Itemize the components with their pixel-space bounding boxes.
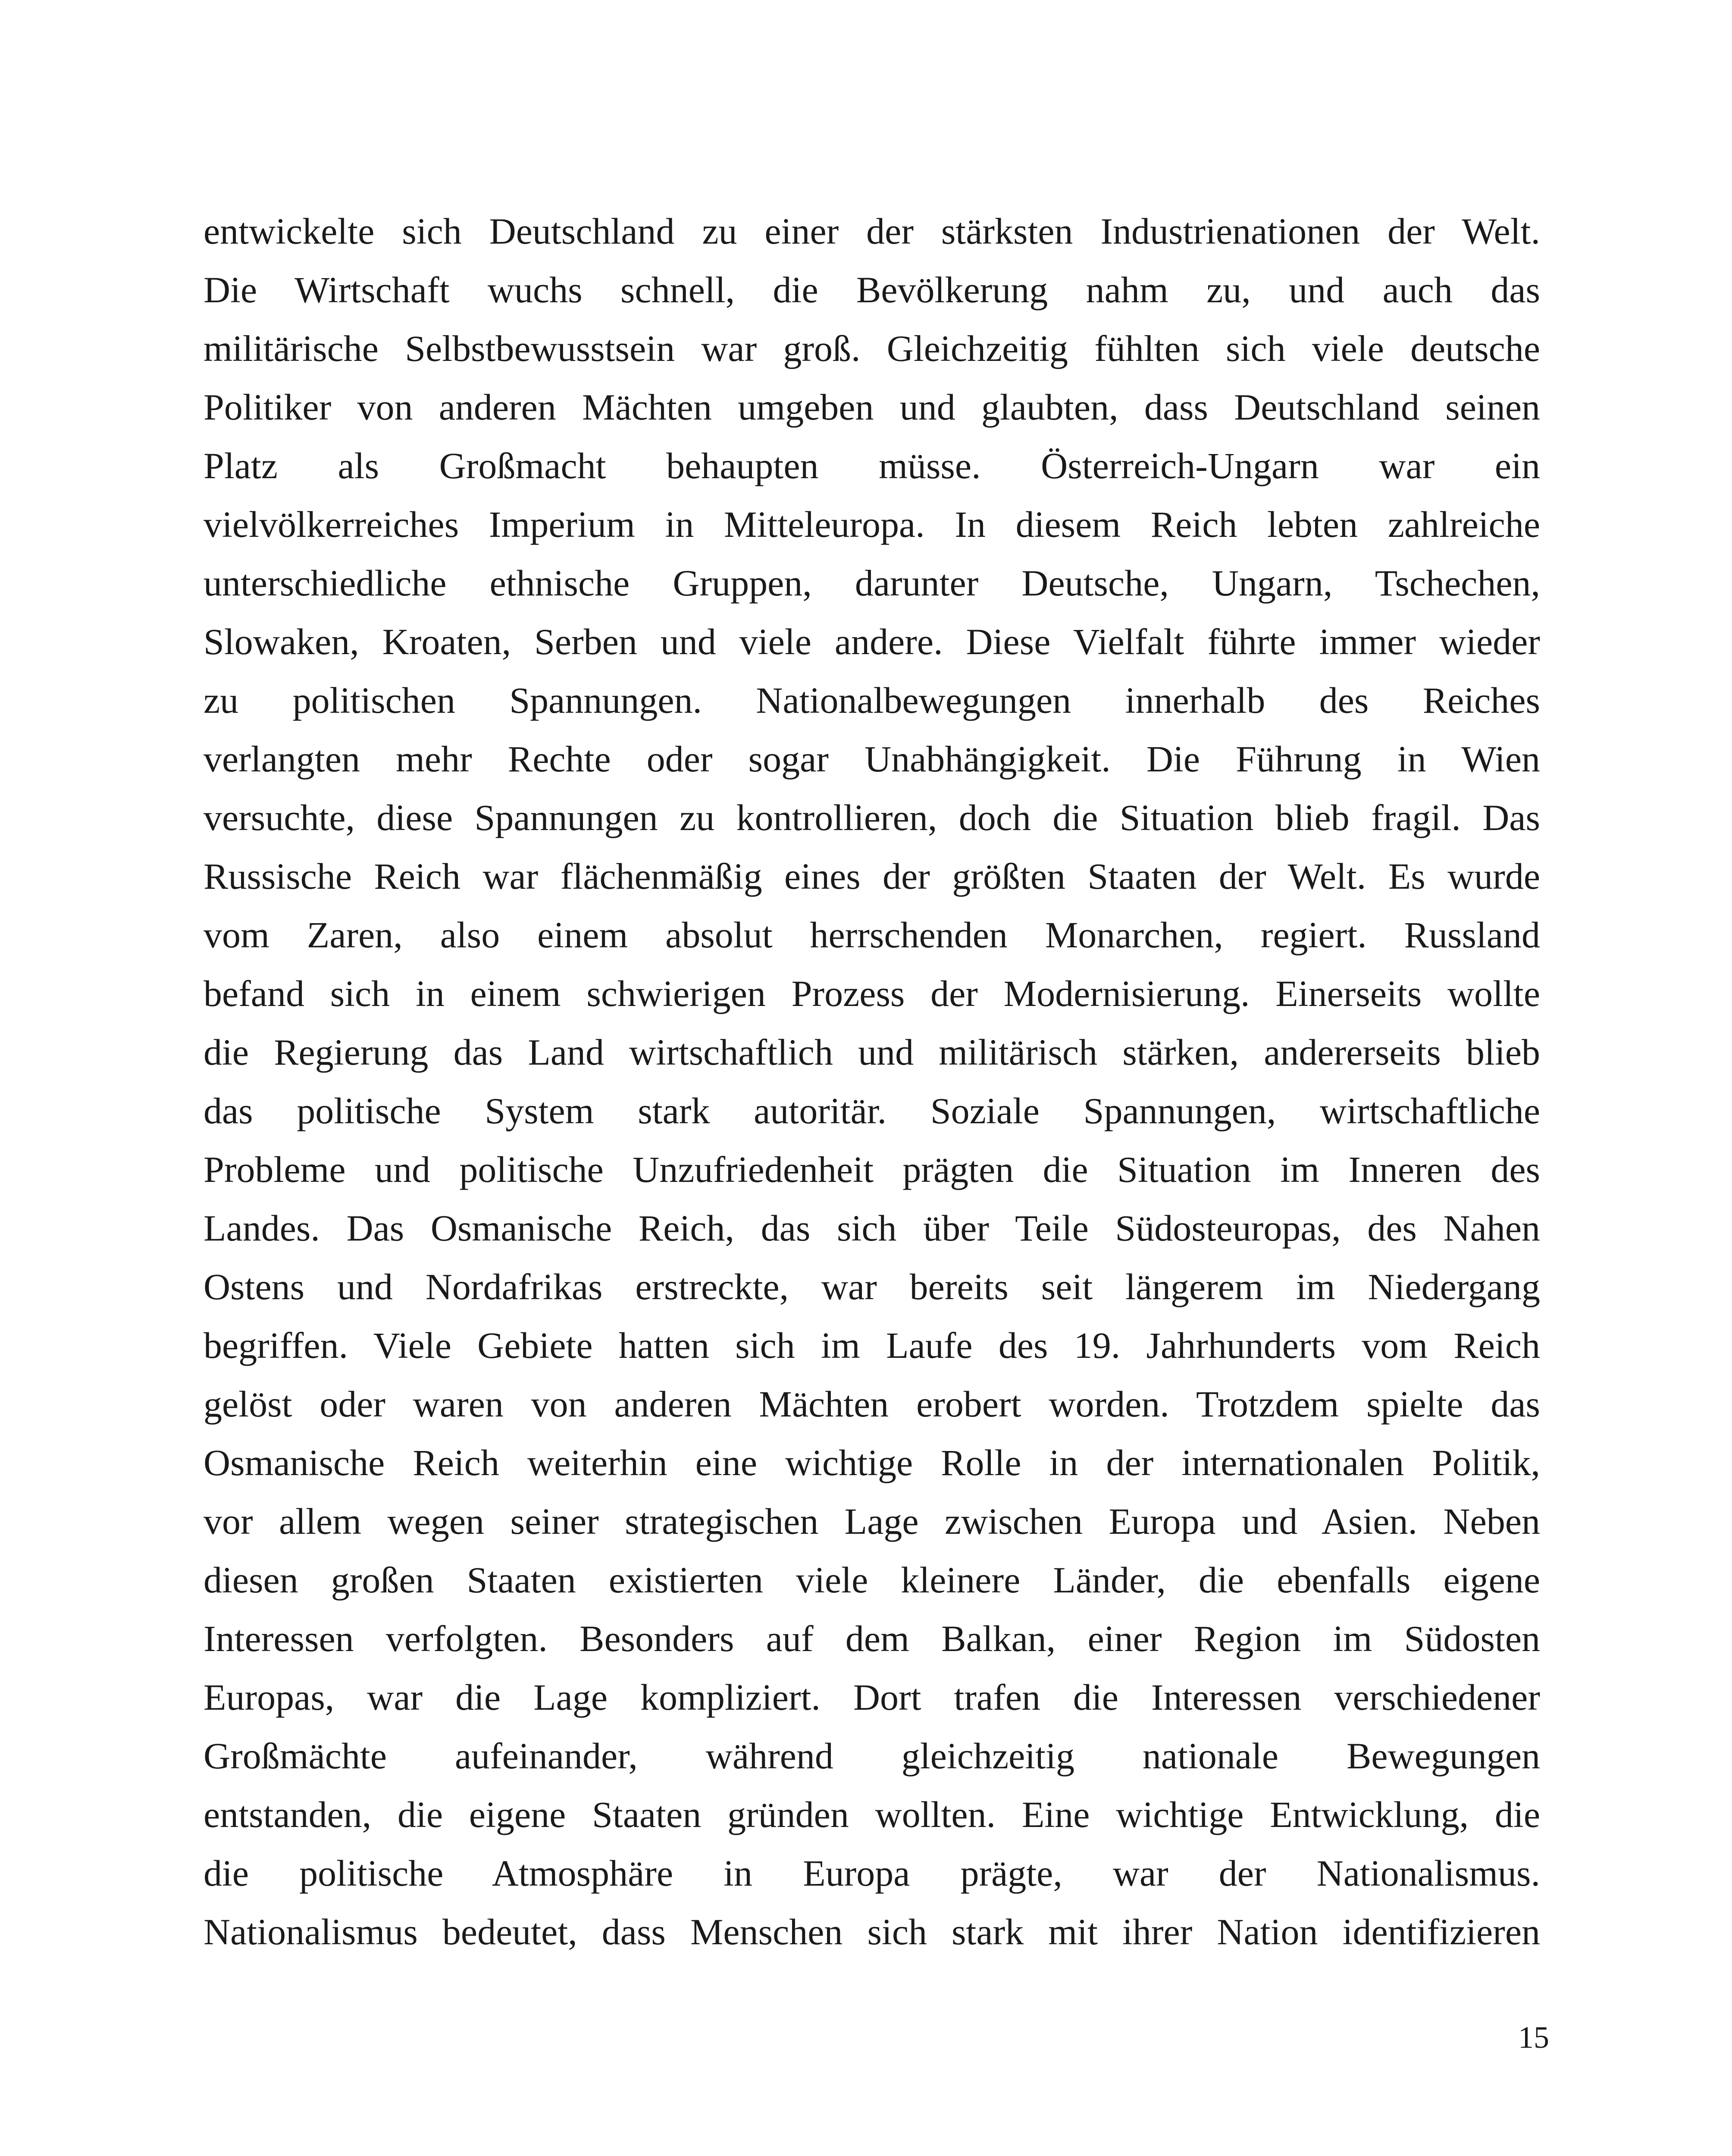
- text-line: Ostens und Nordafrikas erstreckte, war bereits seit längerem im Niedergang: [204, 1266, 1540, 1307]
- text-line: Platz als Großmacht behaupten müsse. Österreich-Ungarn war ein: [204, 445, 1540, 486]
- text-line: militärische Selbstbewusstsein war groß. Gleichzeitig fühlten sich viele deutsche: [204, 328, 1540, 369]
- text-line: die Regierung das Land wirtschaftlich und militärisch stärken, andererseits blieb: [204, 1031, 1540, 1073]
- text-line: Großmächte aufeinander, während gleichzeitig nationale Bewegungen: [204, 1735, 1540, 1777]
- text-line: befand sich in einem schwierigen Prozess der Modernisierung. Einerseits wollte: [204, 973, 1540, 1014]
- text-line: Die Wirtschaft wuchs schnell, die Bevölkerung nahm zu, und auch das: [204, 269, 1540, 310]
- text-line: gelöst oder waren von anderen Mächten erobert worden. Trotzdem spielte das: [204, 1383, 1540, 1425]
- text-line: Probleme und politische Unzufriedenheit prägten die Situation im Inneren des: [204, 1149, 1540, 1190]
- body-paragraph: [204, 202, 1540, 1961]
- text-line: Landes. Das Osmanische Reich, das sich über Teile Südosteuropas, des Nahen: [204, 1207, 1540, 1249]
- text-line: unterschiedliche ethnische Gruppen, darunter Deutsche, Ungarn, Tschechen,: [204, 562, 1540, 604]
- text-line: Europas, war die Lage kompliziert. Dort trafen die Interessen verschiedener: [204, 1677, 1540, 1718]
- text-line: Slowaken, Kroaten, Serben und viele andere. Diese Vielfalt führte immer wieder: [204, 621, 1540, 662]
- text-line: Interessen verfolgten. Besonders auf dem Balkan, einer Region im Südosten: [204, 1618, 1540, 1659]
- text-line: entwickelte sich Deutschland zu einer der stärksten Industrienationen der Welt.: [204, 210, 1540, 252]
- text-line: die politische Atmosphäre in Europa prägte, war der Nationalismus.: [204, 1852, 1540, 1894]
- text-line: vor allem wegen seiner strategischen Lage zwischen Europa und Asien. Neben: [204, 1501, 1540, 1542]
- text-line: Osmanische Reich weiterhin eine wichtige Rolle in der internationalen Politik,: [204, 1442, 1540, 1483]
- text-line: zu politischen Spannungen. Nationalbewegungen innerhalb des Reiches: [204, 680, 1540, 721]
- text-line: Russische Reich war flächenmäßig eines der größten Staaten der Welt. Es wurde: [204, 856, 1540, 897]
- text-line: vielvölkerreiches Imperium in Mitteleuropa. In diesem Reich lebten zahlreiche: [204, 504, 1540, 545]
- text-line: Nationalismus bedeutet, dass Menschen sich stark mit ihrer Nation identifizieren: [204, 1911, 1540, 1952]
- text-line: diesen großen Staaten existierten viele kleinere Länder, die ebenfalls eigene: [204, 1559, 1540, 1601]
- text-line: versuchte, diese Spannungen zu kontrollieren, doch die Situation blieb fragil. Das: [204, 797, 1540, 838]
- text-line: vom Zaren, also einem absolut herrschenden Monarchen, regiert. Russland: [204, 914, 1540, 956]
- page-number: 15: [1518, 2020, 1549, 2055]
- text-line: entstanden, die eigene Staaten gründen wollten. Eine wichtige Entwicklung, die: [204, 1794, 1540, 1835]
- text-line: das politische System stark autoritär. Soziale Spannungen, wirtschaftliche: [204, 1090, 1540, 1131]
- text-line: verlangten mehr Rechte oder sogar Unabhängigkeit. Die Führung in Wien: [204, 738, 1540, 780]
- text-line: begriffen. Viele Gebiete hatten sich im Laufe des 19. Jahrhunderts vom Reich: [204, 1325, 1540, 1366]
- text-line: Politiker von anderen Mächten umgeben und glaubten, dass Deutschland seinen: [204, 386, 1540, 428]
